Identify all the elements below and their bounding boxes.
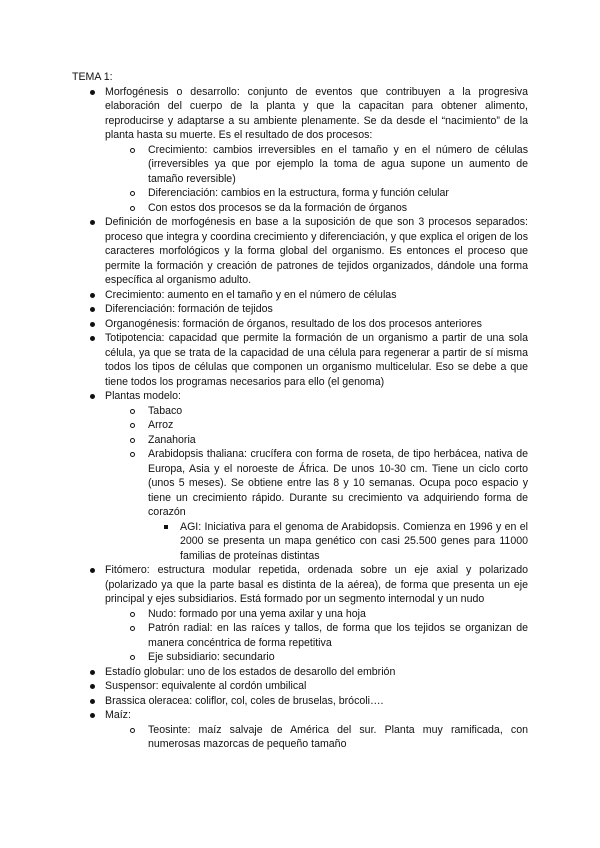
list-item <box>72 302 528 317</box>
item-formacion-organos: Con estos dos procesos se da la formación de órganos <box>148 201 408 214</box>
item-morfogenesis: Morfogénesis o desarrollo: conjunto de eventos que contribuyen a la progresiva elaboración del cuerpo de la planta y que la capacitan para obtener alimento, reproducirse y adaptarse a su ambiente plenamente. Se da desde el “nacimiento” de la planta hasta su muerte. Es el resultado de dos procesos: <box>105 85 528 141</box>
bullet-disc-icon <box>90 322 95 327</box>
page-title: TEMA 1: <box>72 71 113 83</box>
sub-list <box>72 723 528 752</box>
item-organogenesis: Organogénesis: formación de órganos, resultado de los dos procesos anteriores <box>105 317 482 330</box>
item-brassica: Brassica oleracea: coliflor, col, coles de bruselas, brócoli…. <box>105 694 384 707</box>
document-body <box>72 70 528 752</box>
bullet-disc-icon <box>90 394 95 399</box>
item-arabidopsis: Arabidopsis thaliana: crucífera con forma de roseta, de tipo herbácea, nativa de Europa, Asia y el noroeste de África. De unos 10-30 cm. Tiene un ciclo corto (unos 5 meses). Se obtiene entre las 8 y 10 semanas. Ocupa poco espacio y tiene un crecimiento rápido. Durante su crecimiento va adquiriendo forma de corazón <box>148 448 528 518</box>
sub-list <box>72 404 528 564</box>
list-item <box>72 665 528 680</box>
item-definicion: Definición de morfogénesis en base a la suposición de que son 3 procesos separados: proceso que integra y coordina crecimiento y diferenciación, y que explica el origen de los caracteres morfológicos y la forma global del organismo. Es entonces el proceso que permite la formación y creación de patrones de tejidos organizados, dándole una forma específica al organismo adulto. <box>105 216 528 286</box>
list-item <box>72 520 528 564</box>
item-patron-radial: Patrón radial: en las raíces y tallos, de forma que los tejidos se organizan de manera concéntrica de forma repetitiva <box>148 622 528 649</box>
bullet-circle-icon <box>130 452 135 457</box>
list-item <box>72 404 528 419</box>
item-totipotencia: Totipotencia: capacidad que permite la formación de un organismo a partir de una sola célula, ya que se trata de la capacidad de una célula para regenerar a partir de sí misma todos los tipos de células que componen un organismo multicelular. Eso se debe a que tiene todos los programas necesarios para ello (el genoma) <box>105 332 528 388</box>
bullet-circle-icon <box>130 626 135 631</box>
list-item <box>72 143 528 187</box>
item-zanahoria: Zanahoria <box>148 433 196 446</box>
list-item <box>72 215 528 288</box>
main-list <box>72 85 528 752</box>
bullet-circle-icon <box>130 409 135 414</box>
bullet-disc-icon <box>90 670 95 675</box>
list-item <box>72 389 528 563</box>
list-item <box>72 418 528 433</box>
item-suspensor: Suspensor: equivalente al cordón umbilical <box>105 680 307 692</box>
bullet-disc-icon <box>90 336 95 341</box>
item-tabaco: Tabaco <box>148 404 183 417</box>
item-crecimiento: Crecimiento: aumento en el tamaño y en el número de células <box>105 288 397 301</box>
bullet-circle-icon <box>130 206 135 211</box>
sub-sub-list <box>72 520 528 564</box>
bullet-circle-icon <box>130 655 135 660</box>
item-nudo: Nudo: formado por una yema axilar y una hoja <box>148 607 366 620</box>
item-plantas-modelo: Plantas modelo: <box>105 390 181 402</box>
item-maiz: Maíz: <box>105 709 131 721</box>
bullet-disc-icon <box>90 568 95 573</box>
bullet-circle-icon <box>130 438 135 443</box>
list-item <box>72 186 528 201</box>
list-item <box>72 85 528 216</box>
list-item <box>72 201 528 216</box>
list-item <box>72 694 528 709</box>
list-item <box>72 607 528 622</box>
bullet-disc-icon <box>90 713 95 718</box>
list-item <box>72 563 528 665</box>
item-diferenciacion-def: Diferenciación: cambios en la estructura, forma y función celular <box>148 187 449 199</box>
bullet-circle-icon <box>130 728 135 733</box>
bullet-square-icon <box>164 525 168 529</box>
item-diferenciacion: Diferenciación: formación de tejidos <box>105 303 273 315</box>
item-estadio: Estadío globular: uno de los estados de desarollo del embrión <box>105 665 396 678</box>
bullet-circle-icon <box>130 191 135 196</box>
sub-list <box>72 607 528 665</box>
list-item <box>72 723 528 752</box>
item-arroz: Arroz <box>148 419 174 431</box>
item-eje-subsidiario: Eje subsidiario: secundario <box>148 651 275 663</box>
list-item <box>72 331 528 389</box>
bullet-disc-icon <box>90 684 95 689</box>
sub-list <box>72 143 528 216</box>
bullet-circle-icon <box>130 612 135 617</box>
bullet-disc-icon <box>90 90 95 95</box>
list-item <box>72 447 528 563</box>
item-agi: AGI: Iniciativa para el genoma de Arabidopsis. Comienza en 1996 y en el 2000 se presenta un mapa genético con casi 25.500 genes para 11000 familias de proteínas distintas <box>180 520 528 562</box>
bullet-circle-icon <box>130 423 135 428</box>
list-item <box>72 650 528 665</box>
list-item <box>72 317 528 332</box>
bullet-disc-icon <box>90 307 95 312</box>
bullet-disc-icon <box>90 293 95 298</box>
item-fitomero: Fitómero: estructura modular repetida, ordenada sobre un eje axial y polarizado (polarizado ya que la parte basal es distinta de la aérea), de forma que presenta un eje principal y ejes subsidiarios. Está formado por un segmento internodal y un nudo <box>105 564 528 605</box>
bullet-circle-icon <box>130 148 135 153</box>
bullet-disc-icon <box>90 220 95 225</box>
list-item <box>72 288 528 303</box>
bullet-disc-icon <box>90 699 95 704</box>
list-item <box>72 679 528 694</box>
list-item <box>72 621 528 650</box>
item-teosinte: Teosinte: maíz salvaje de América del sur. Planta muy ramificada, con numerosas mazorcas de pequeño tamaño <box>148 723 528 750</box>
list-item <box>72 433 528 448</box>
list-item <box>72 708 528 752</box>
item-crecimiento-def: Crecimiento: cambios irreversibles en el tamaño y en el número de células (irreversibles ya que por ejemplo la toma de agua supone un aumento de tamaño reversible) <box>148 143 528 185</box>
